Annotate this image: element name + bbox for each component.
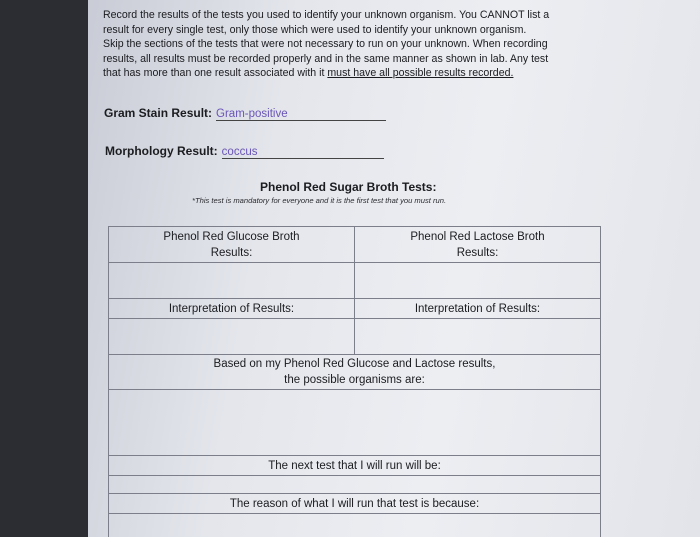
next-test-header: The next test that I will run will be: bbox=[109, 456, 601, 476]
lactose-header-line-1: Phenol Red Lactose Broth bbox=[410, 230, 545, 243]
lactose-results-cell[interactable] bbox=[355, 263, 601, 299]
results-table bbox=[108, 226, 601, 537]
table-row-possible-organisms-header bbox=[109, 355, 601, 390]
gram-stain-field bbox=[104, 106, 386, 121]
reason-header: The reason of what I will run that test is because: bbox=[109, 494, 601, 514]
table-row-next-test bbox=[109, 476, 601, 494]
table-row-reason bbox=[109, 514, 601, 537]
possible-organisms-cell[interactable] bbox=[109, 390, 601, 456]
section-title: Phenol Red Sugar Broth Tests: bbox=[260, 180, 437, 194]
possible-organisms-line-1: Based on my Phenol Red Glucose and Lactose results, bbox=[213, 358, 496, 370]
possible-organisms-header bbox=[109, 355, 601, 390]
gram-stain-value[interactable]: Gram-positive bbox=[216, 108, 386, 121]
instructions-line-2: result for every single test, only those which were used to identify your unknown organism. bbox=[103, 23, 527, 36]
glucose-interpretation-cell[interactable] bbox=[109, 319, 355, 355]
table-row-reason-header bbox=[109, 494, 601, 514]
lactose-results-header bbox=[355, 227, 601, 263]
glucose-interpretation-header: Interpretation of Results: bbox=[109, 299, 355, 319]
morphology-label: Morphology Result: bbox=[105, 144, 218, 158]
morphology-value[interactable]: coccus bbox=[222, 146, 384, 159]
instructions-line-5-start: that has more than one result associated with it bbox=[103, 67, 328, 80]
instructions-line-5-underlined: must have all possible results recorded. bbox=[327, 67, 514, 80]
next-test-cell[interactable] bbox=[109, 476, 601, 494]
instructions-line-4: results, all results must be recorded properly and in the same manner as shown in lab. Any test bbox=[103, 52, 549, 65]
worksheet bbox=[88, 0, 700, 537]
glucose-results-header bbox=[109, 227, 355, 263]
table-row-results bbox=[109, 263, 601, 299]
instructions-line-1: Record the results of the tests you used to identify your unknown organism. You CANNOT list a bbox=[103, 9, 550, 21]
glucose-header-line-1: Phenol Red Glucose Broth bbox=[163, 230, 300, 243]
reason-cell[interactable] bbox=[109, 514, 601, 537]
table-row-possible-organisms bbox=[109, 390, 601, 456]
section-note: *This test is mandatory for everyone and it is the first test that you must run. bbox=[192, 196, 447, 205]
table-row-interpretation-headers bbox=[109, 299, 601, 319]
lactose-interpretation-header: Interpretation of Results: bbox=[355, 299, 601, 319]
glucose-results-cell[interactable] bbox=[109, 263, 355, 299]
possible-organisms-line-2: the possible organisms are: bbox=[284, 374, 425, 386]
table-row-next-test-header bbox=[109, 456, 601, 476]
glucose-header-line-2: Results: bbox=[210, 246, 253, 259]
instructions-paragraph bbox=[103, 8, 623, 81]
instructions-line-5 bbox=[103, 66, 623, 81]
gram-stain-label: Gram Stain Result: bbox=[104, 106, 213, 120]
lactose-header-line-2: Results: bbox=[456, 246, 499, 259]
table-row-interpretations bbox=[109, 319, 601, 355]
table-row-headers bbox=[109, 227, 601, 263]
morphology-field bbox=[105, 144, 384, 159]
instructions-line-3: Skip the sections of the tests that were not necessary to run on your unknown. When recording bbox=[103, 38, 548, 51]
lactose-interpretation-cell[interactable] bbox=[355, 319, 601, 355]
